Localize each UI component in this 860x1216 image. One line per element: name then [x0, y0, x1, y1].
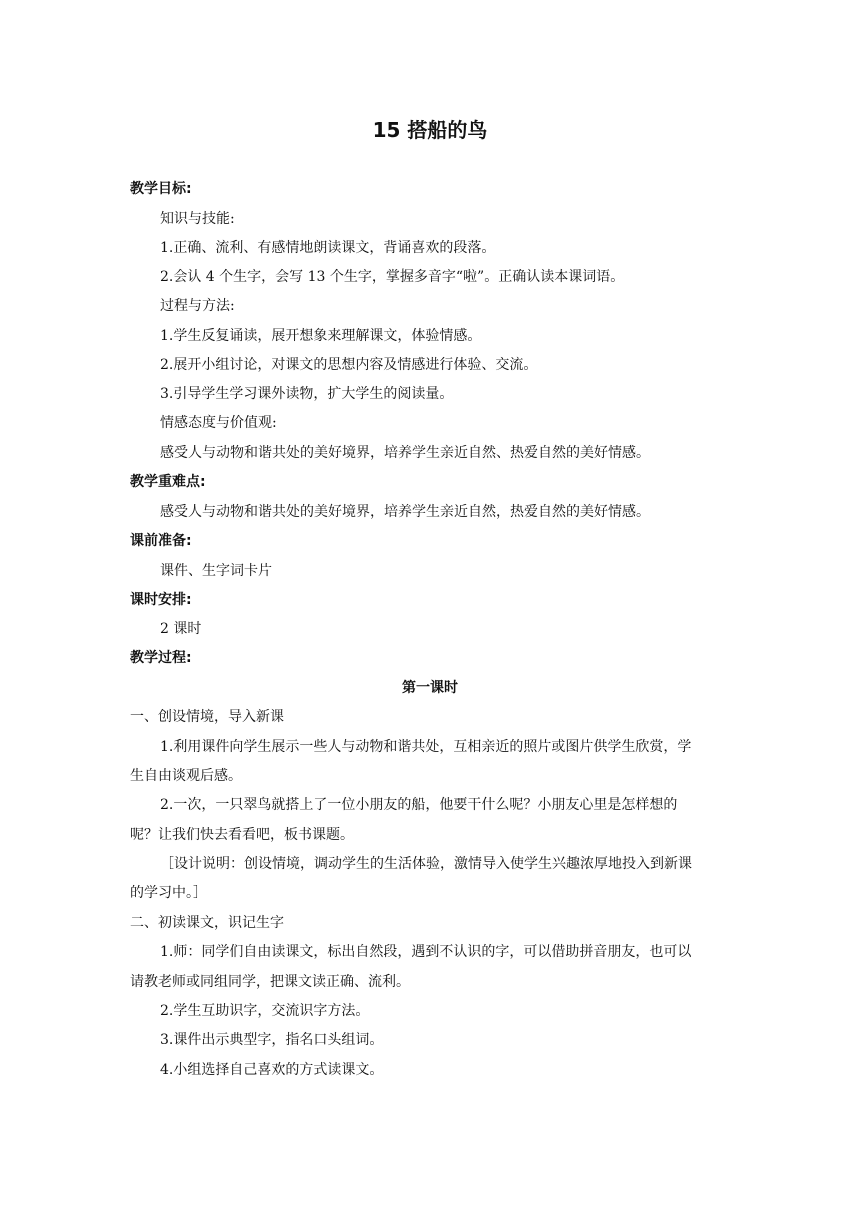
knowledge-item-2: 2.会认 4 个生字，会写 13 个生字，掌握多音字“啦”。正确认读本课词语。 — [160, 269, 625, 285]
part1-item-1-line2: 生自由谈观后感。 — [130, 768, 242, 784]
part1-heading: 一、创设情境，导入新课 — [130, 709, 284, 725]
page-title: 15 搭船的鸟 — [372, 118, 488, 142]
knowledge-label: 知识与技能: — [160, 211, 235, 227]
design-note-line2: 的学习中。］ — [130, 885, 207, 901]
process-item-2: 2.展开小组讨论，对课文的思想内容及情感进行体验、交流。 — [160, 357, 538, 373]
time-item-1: 2 课时 — [160, 621, 202, 637]
part2-heading: 二、初读课文，识记生字 — [130, 915, 284, 931]
part1-item-2-line1: 2.一次，一只翠鸟就搭上了一位小朋友的船，他要干什么呢？小朋友心里是怎样想的 — [160, 797, 678, 813]
prep-heading: 课前准备: — [130, 533, 192, 549]
time-heading: 课时安排: — [130, 592, 192, 608]
goals-heading: 教学目标: — [130, 181, 192, 197]
key-heading: 教学重难点: — [130, 474, 206, 490]
design-note-line1: ［设计说明：创设情境，调动学生的生活体验，激情导入使学生兴趣浓厚地投入到新课 — [160, 856, 692, 872]
part2-item-4: 4.小组选择自己喜欢的方式读课文。 — [160, 1062, 384, 1078]
part2-item-3: 3.课件出示典型字，指名口头组词。 — [160, 1032, 384, 1048]
process-label: 过程与方法: — [160, 298, 235, 314]
part2-item-1-line2: 请教老师或同组同学，把课文读正确、流利。 — [130, 974, 410, 990]
knowledge-item-1: 1.正确、流利、有感情地朗读课文，背诵喜欢的段落。 — [160, 240, 496, 256]
prep-item-1: 课件、生字词卡片 — [160, 563, 272, 579]
part1-item-1-line1: 1.利用课件向学生展示一些人与动物和谐共处，互相亲近的照片或图片供学生欣赏，学 — [160, 739, 692, 755]
process-heading: 教学过程: — [130, 650, 192, 666]
emotion-label: 情感态度与价值观: — [160, 415, 277, 431]
emotion-item-1: 感受人与动物和谐共处的美好境界，培养学生亲近自然、热爱自然的美好情感。 — [160, 445, 650, 461]
part2-item-1-line1: 1.师：同学们自由读课文，标出自然段，遇到不认识的字，可以借助拼音朋友，也可以 — [160, 944, 692, 960]
key-item-1: 感受人与动物和谐共处的美好境界，培养学生亲近自然，热爱自然的美好情感。 — [160, 504, 650, 520]
lesson-title: 第一课时 — [402, 680, 458, 696]
part1-item-2-line2: 呢？让我们快去看看吧，板书课题。 — [130, 827, 354, 843]
process-item-3: 3.引导学生学习课外读物，扩大学生的阅读量。 — [160, 386, 454, 402]
part2-item-2: 2.学生互助识字，交流识字方法。 — [160, 1003, 370, 1019]
process-item-1: 1.学生反复诵读，展开想象来理解课文，体验情感。 — [160, 328, 482, 344]
